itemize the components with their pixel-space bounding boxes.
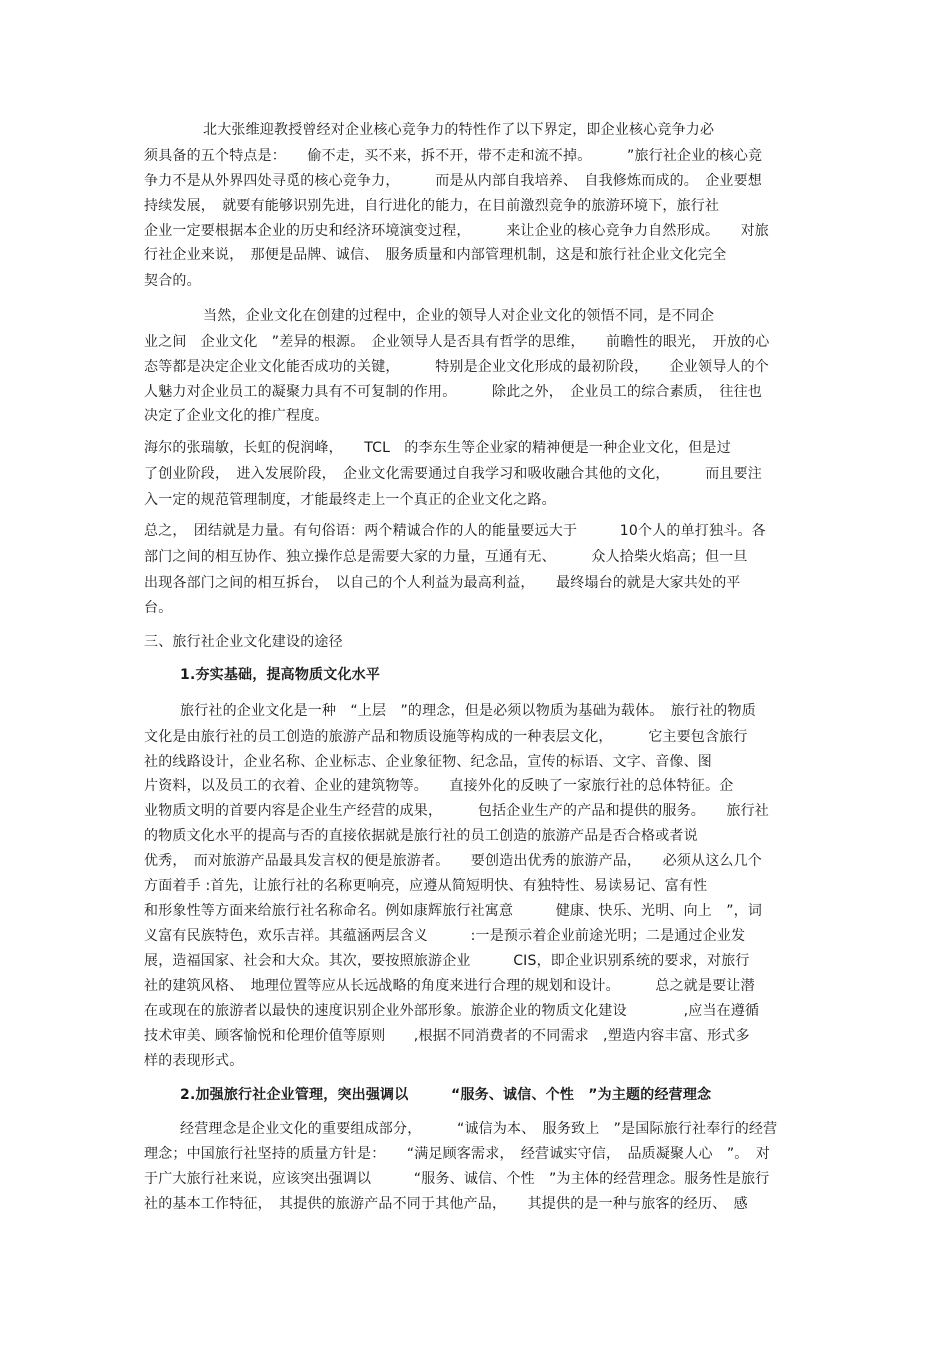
text-line: 在或现在的旅游者以最快的速度识别企业外部形象。旅游企业的物质文化建设 ,应当在遵循 (144, 1003, 760, 1019)
text-line: 于广大旅行社来说，应该突出强调以 “服务、诚信、个性 ”为主体的经营理念。服务性是旅行 (144, 1171, 770, 1187)
text-line: 经营理念是企业文化的重要组成部分， “诚信为本、 服务致上 ”是国际旅行社奉行的经营 (180, 1121, 778, 1137)
text-line: 方面着手 :首先，让旅行社的名称更响亮，应遵从简短明快、有独特性、易读易记、富有性 (144, 878, 708, 894)
text-line: 展，造福国家、社会和大众。其次，要按照旅游企业 CIS，即企业识别系统的要求，对旅行 (144, 953, 750, 969)
text-line: 部门之间的相互协作、独立操作总是需要大家的力量，互通有无、 众人拾柴火焰高；但一旦 (144, 549, 748, 565)
text-line: 了创业阶段， 进入发展阶段， 企业文化需要通过自我学习和吸收融合其他的文化， 而且要注 (144, 466, 762, 482)
text-line: 旅行社的企业文化是一种 “上层 ”的理念，但是必须以物质为基础为载体。 旅行社的物质 (180, 703, 756, 719)
text-line: 须具备的五个特点是： 偷不走，买不来，拆不开，带不走和流不掉。 ”旅行社企业的核心竞 (144, 148, 763, 164)
text-line: 契合的。 (144, 273, 201, 289)
text-line: 样的表现形式。 (144, 1053, 244, 1069)
text-line: 出现各部门之间的相互拆台， 以自己的个人利益为最高利益， 最终塌台的就是大家共处的平 (144, 575, 741, 591)
text-line: 态等都是决定企业文化能否成功的关键， 特别是企业文化形成的最初阶段， 企业领导人的个 (144, 359, 769, 375)
text-line: 台。 (144, 600, 173, 616)
text-line: 的物质文化水平的提高与否的直接依据就是旅行社的员工创造的旅游产品是否合格或者说 (144, 828, 698, 844)
text-line: 总之， 团结就是力量。有句俗语：两个精诚合作的人的能量要远大于 10个人的单打独斗。各 (144, 523, 766, 539)
text-line: 文化是由旅行社的员工创造的旅游产品和物质设施等构成的一种表层文化， 它主要包含旅行 (144, 729, 748, 745)
text-line: 人魅力对企业员工的凝聚力具有不可复制的作用。 除此之外， 企业员工的综合素质， 往往也 (144, 384, 762, 400)
text-line: 业物质文明的首要内容是企业生产经营的成果， 包括企业生产的产品和提供的服务。 旅行社 (144, 803, 769, 819)
text-line: 社的基本工作特征， 其提供的旅游产品不同于其他产品， 其提供的是一种与旅客的经历、 感 (144, 1196, 748, 1212)
text-line: 社的建筑风格、 地理位置等应从长远战略的角度来进行合理的规划和设计。 总之就是要让潜 (144, 978, 755, 994)
text-line: 社的线路设计，企业名称、企业标志、企业象征物、纪念品，宣传的标语、文字、音像、图 (144, 754, 712, 770)
text-line: 企业一定要根据本企业的历史和经济环境演变过程， 来让企业的核心竞争力自然形成。 对旅 (144, 223, 769, 239)
subsection-heading: 1.夯实基础，提高物质文化水平 (180, 667, 381, 683)
text-line: 义富有民族特色，欢乐吉祥。其蕴涵两层含义 :一是预示着企业前途光明；二是通过企业发 (144, 928, 746, 944)
text-line: 片资料，以及员工的衣着、企业的建筑物等。 直接外化的反映了一家旅行社的总体特征。企 (144, 778, 734, 794)
text-line: 入一定的规范管理制度，才能最终走上一个真正的企业文化之路。 (144, 492, 556, 508)
text-line: 海尔的张瑞敏，长虹的倪润峰， TCL 的李东生等企业家的精神便是一种企业文化，但是过 (144, 440, 731, 456)
text-line: 北大张维迎教授曾经对企业核心竞争力的特性作了以下界定，即企业核心竞争力必 (203, 122, 715, 138)
text-line: 业之间 企业文化 ”差异的根源。 企业领导人是否具有哲学的思维， 前瞻性的眼光， 开放的心 (144, 334, 770, 350)
text-line: 决定了企业文化的推广程度。 (144, 408, 329, 424)
text-line: 争力不是从外界四处寻觅的核心竞争力， 而是从内部自我培养、 自我修炼而成的。 企业要想 (144, 173, 762, 189)
section-heading: 三、旅行社企业文化建设的途径 (144, 634, 343, 650)
text-line: 行社企业来说， 那便是品牌、诚信、 服务质量和内部管理机制，这是和旅行社企业文化完全 (144, 247, 727, 263)
text-line: 和形象性等方面来给旅行社名称命名。例如康辉旅行社寓意 健康、快乐、光明、向上 ”，词 (144, 903, 763, 919)
text-line: 技术审美、顾客愉悦和伦理价值等原则 ,根据不同消费者的不同需求 ,塑造内容丰富、形式多 (144, 1028, 750, 1044)
text-line: 当然，企业文化在创建的过程中，企业的领导人对企业文化的领悟不同，是不同企 (203, 308, 715, 324)
text-line: 持续发展， 就要有能够识别先进，自行进化的能力，在目前激烈竞争的旅游环境下，旅行社 (144, 198, 720, 214)
text-line: 理念；中国旅行社坚持的质量方针是： “满足顾客需求， 经营诚实守信， 品质凝聚人心 ”。 对 (144, 1146, 770, 1162)
subsection-heading: 2.加强旅行社企业管理，突出强调以 “服务、诚信、个性 ”为主题的经营理念 (180, 1087, 712, 1103)
text-line: 优秀， 而对旅游产品最具发言权的便是旅游者。 要创造出优秀的旅游产品， 必须从这么几个 (144, 853, 762, 869)
